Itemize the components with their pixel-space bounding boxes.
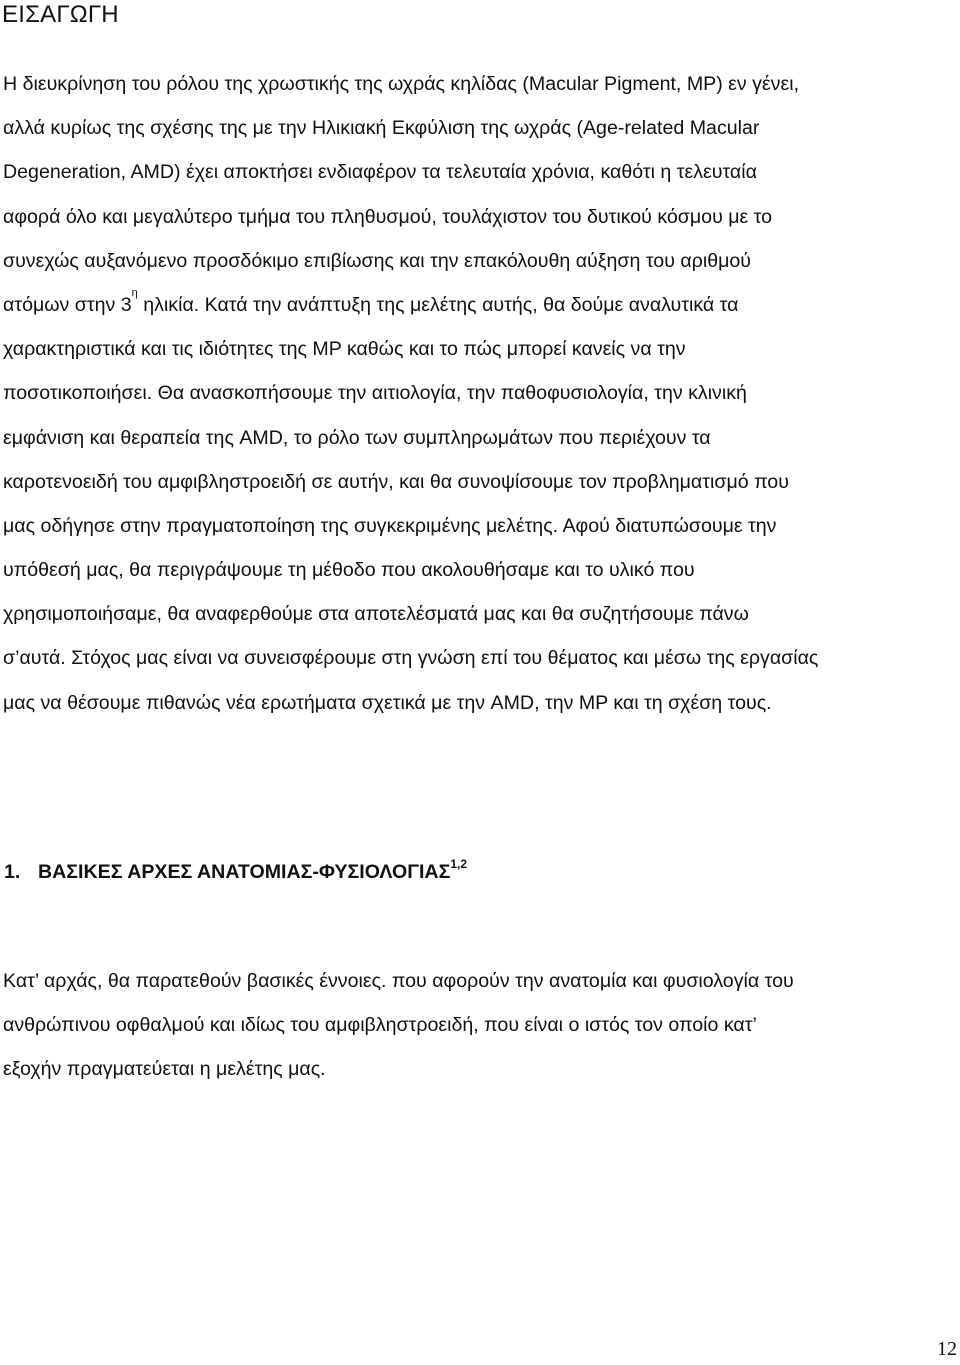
text-line: υπόθεσή μας, θα περιγράψουμε τη μέθοδο που ακολουθήσαμε και το υλικό που bbox=[3, 559, 695, 582]
reference-superscript: 1,2 bbox=[450, 857, 468, 872]
text-fragment: ηλικία. Κατά την ανάπτυξη της μελέτης αυτής, θα δούμε αναλυτικά τα bbox=[137, 293, 739, 316]
text-line: μας να θέσουμε πιθανώς νέα ερωτήματα σχετικά με την AMD, την MP και τη σχέση τους. bbox=[3, 691, 772, 714]
text-line: εξοχήν πραγματεύεται η μελέτης μας. bbox=[3, 1058, 326, 1081]
text-line: χαρακτηριστικά και τις ιδιότητες της MP καθώς και το πώς μπορεί κανείς να την bbox=[3, 338, 686, 361]
intro-paragraph bbox=[3, 62, 959, 725]
section-title: ΒΑΣΙΚΕΣ ΑΡΧΕΣ ΑΝΑΤΟΜΙΑΣ-ΦΥΣΙΟΛΟΓΙΑΣ bbox=[38, 861, 451, 883]
ordinal-superscript: η bbox=[131, 287, 138, 300]
section-number: 1. bbox=[4, 861, 21, 883]
text-line: Κατ’ αρχάς, θα παρατεθούν βασικές έννοιες. που αφορούν την ανατομία και φυσιολογία του bbox=[3, 970, 794, 992]
text-line: ανθρώπινου οφθαλμού και ιδίως του αμφιβληστροειδή, που είναι ο ιστός τον οποίο κατ’ bbox=[3, 1014, 757, 1037]
text-fragment: ατόμων στην 3 bbox=[3, 293, 132, 316]
text-line: ποσοτικοποιήσει. Θα ανασκοπήσουμε την αιτιολογία, την παθοφυσιολογία, την κλινική bbox=[3, 382, 747, 405]
text-line: Η διευκρίνηση του ρόλου της χρωστικής της ωχράς κηλίδας (Macular Pigment, MP) εν γένει, bbox=[3, 73, 800, 95]
text-line: αλλά κυρίως της σχέσης της με την Ηλικιακή Εκφύλιση της ωχράς (Age-related Macular bbox=[3, 117, 760, 140]
text-line: καροτενοειδή του αμφιβληστροειδή σε αυτήν, και θα συνοψίσουμε τον προβληματισμό που bbox=[3, 470, 789, 493]
page-title: ΕΙΣΑΓΩΓΗ bbox=[2, 1, 119, 28]
section-paragraph bbox=[3, 959, 959, 1092]
text-line: αφορά όλο και μεγαλύτερο τμήμα του πληθυσμού, τουλάχιστον του δυτικού κόσμου με το bbox=[3, 205, 773, 228]
section-heading bbox=[4, 852, 467, 892]
text-line: σ’αυτά. Στόχος μας είναι να συνεισφέρουμε στη γνώση επί του θέματος και μέσω της εργασίας bbox=[3, 647, 819, 670]
text-line: Degeneration, AMD) έχει αποκτήσει ενδιαφέρον τα τελευταία χρόνια, καθότι η τελευταία bbox=[3, 161, 757, 184]
text-line: εμφάνιση και θεραπεία της AMD, το ρόλο των συμπληρωμάτων που περιέχουν τα bbox=[3, 426, 711, 449]
text-line: συνεχώς αυξανόμενο προσδόκιμο επιβίωσης και την επακόλουθη αύξηση του αριθμού bbox=[3, 249, 751, 272]
text-line: χρησιμοποιήσαμε, θα αναφερθούμε στα αποτελέσματά μας και θα συζητήσουμε πάνω bbox=[3, 603, 749, 626]
page-number: 12 bbox=[937, 1338, 957, 1360]
text-line: μας οδήγησε στην πραγματοποίηση της συγκεκριμένης μελέτης. Αφού διατυπώσουμε την bbox=[3, 514, 777, 537]
text-line-with-superscript bbox=[3, 283, 959, 327]
